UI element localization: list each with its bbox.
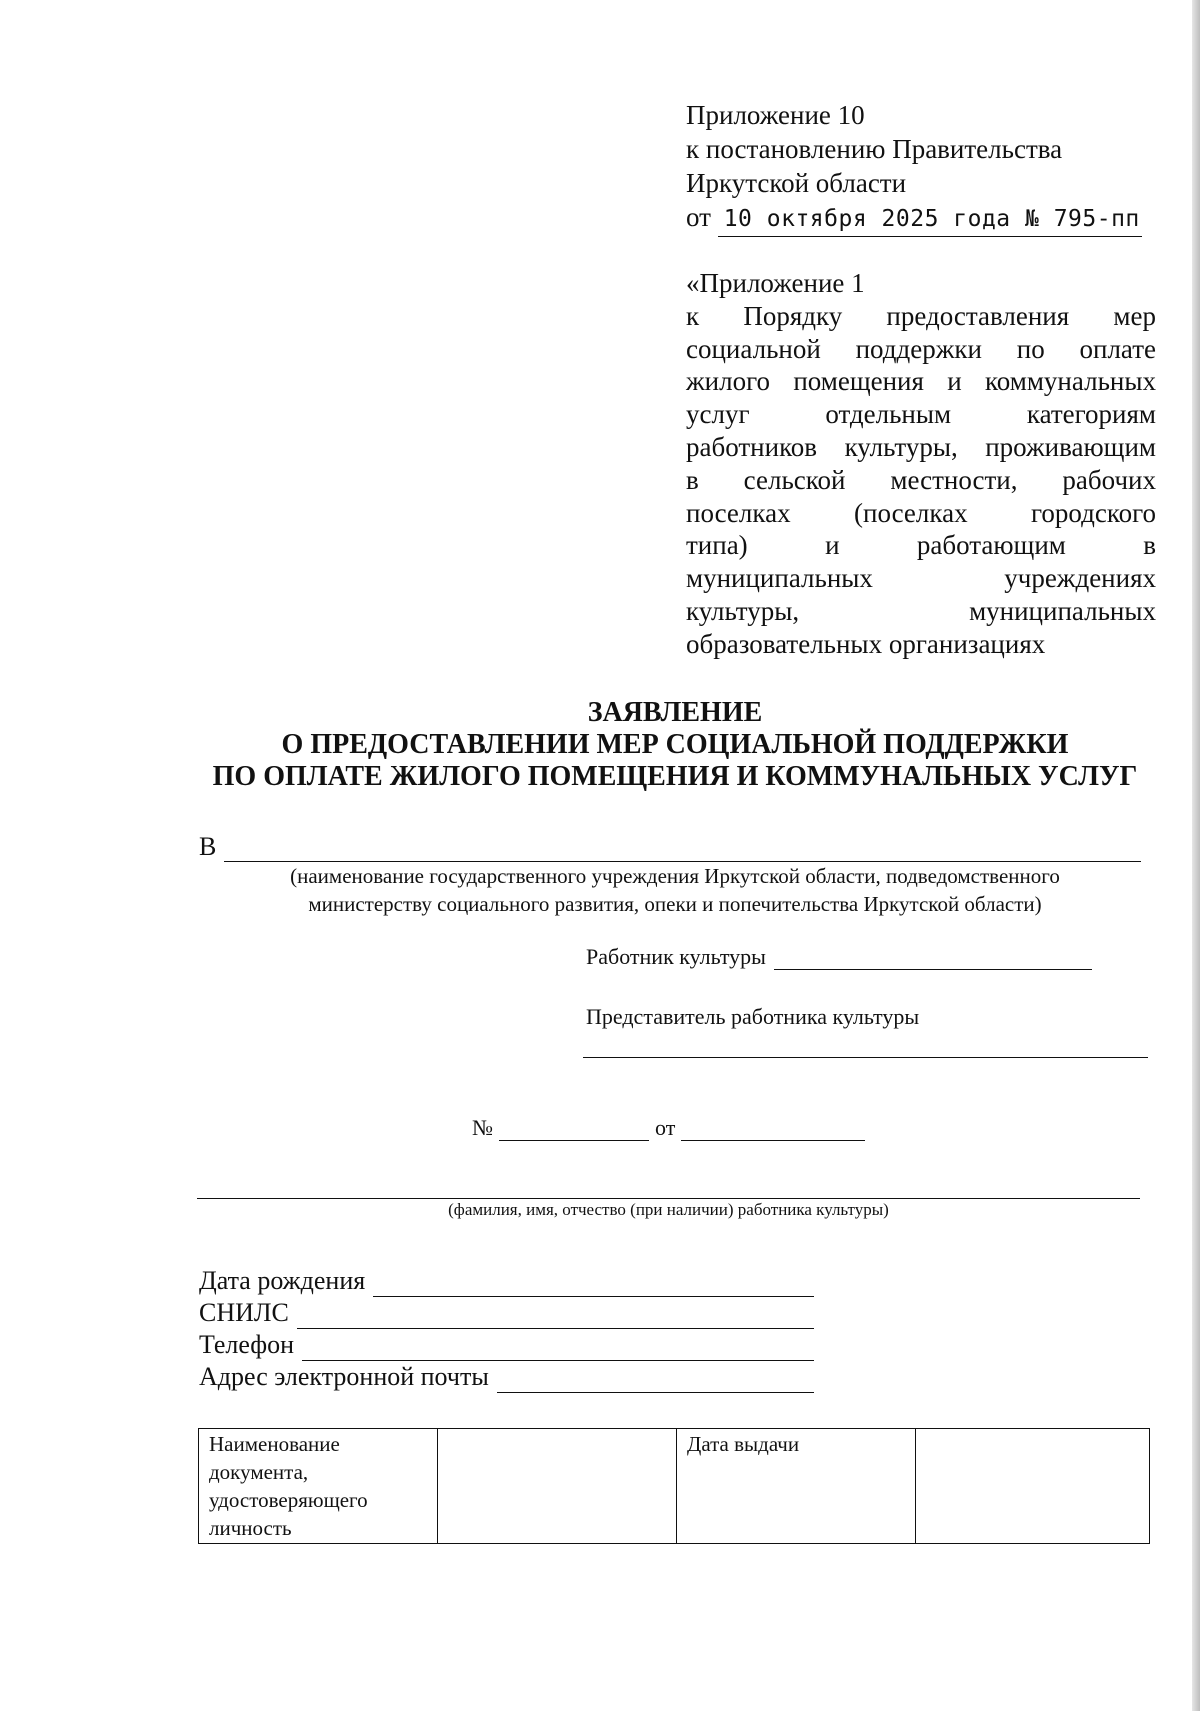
annex-line [686,300,1156,333]
phone-label: Телефон [199,1330,295,1359]
fio-input-line[interactable] [197,1198,1140,1199]
annex-word: (поселках [854,497,968,528]
email-field [199,1361,814,1393]
issue-date-label-cell: Дата выдачи [677,1429,916,1544]
annex-word: в [1143,530,1156,561]
worker-field [586,944,1092,970]
annex-word: помещения [793,366,924,397]
annex-word: Порядку [743,300,843,331]
snils-field [199,1297,814,1329]
annex-line [686,333,1156,366]
annex-word: поселках [686,497,791,528]
worker-label: Работник культуры [586,944,766,969]
annex-word: рабочих [1062,464,1156,495]
annex-word: и [825,530,840,561]
annex-last-line: образовательных организациях [686,628,1046,659]
annex-word: проживающим [985,431,1156,462]
annex-word: местности, [890,464,1018,495]
phone-input-line[interactable] [302,1336,814,1361]
recipient-caption [200,862,1150,918]
appendix-resolution: к постановлению Правительства [686,134,1063,164]
annex-word: в [686,464,699,495]
annex-word: по [1016,333,1045,364]
recipient-input-line[interactable] [224,837,1141,862]
decree-prefix: от [686,202,711,232]
annex-line [686,562,1156,595]
page-edge [1192,0,1200,1711]
annex-line [686,365,1156,398]
annex-word: поддержки [855,333,982,364]
registration-number-field [472,1115,865,1141]
annex-word: предоставления [886,300,1070,331]
annex-word: культуры, [686,595,800,626]
annex-line [686,398,1156,431]
annex-word: оплате [1079,333,1156,364]
annex-word: к [686,300,700,331]
annex-word: и [947,366,962,397]
number-label: № [472,1115,493,1140]
table-row [199,1429,1150,1544]
appendix-region: Иркутской области [686,168,907,198]
caption-line: (наименование государственного учреждения Иркутской области, подведомственного [290,864,1060,888]
doc-name-label-cell: Наименование документа, удостоверяющего личность [199,1429,438,1544]
snils-input-line[interactable] [297,1304,814,1329]
annex-word: категориям [1026,399,1156,430]
snils-label: СНИЛС [199,1298,289,1327]
annex-word: сельской [743,464,846,495]
from-label: от [655,1115,676,1140]
issue-date-value-cell[interactable] [916,1429,1150,1544]
title-line: ЗАЯВЛЕНИЕ [587,697,763,728]
annex-word: муниципальных [969,595,1156,626]
representative-label: Представитель работника культуры [586,1004,920,1029]
email-label: Адрес электронной почты [199,1362,489,1391]
annex-word: культуры, [844,431,958,462]
annex-line [686,529,1156,562]
annex-word: услуг [686,399,750,430]
birth-date-input-line[interactable] [373,1272,814,1297]
doc-name-value-cell[interactable] [438,1429,677,1544]
phone-field [199,1329,814,1361]
personal-fields [199,1265,814,1393]
title-line: ПО ОПЛАТЕ ЖИЛОГО ПОМЕЩЕНИЯ И КОММУНАЛЬНЫХ УСЛУГ [212,761,1138,792]
identity-document-table [198,1428,1150,1544]
annex-word: коммунальных [985,366,1156,397]
representative-input-line[interactable] [583,1057,1148,1058]
appendix-number: Приложение 10 [686,100,865,130]
annex-line [686,497,1156,530]
annex-header [686,267,1156,661]
annex-line [686,431,1156,464]
birth-date-label: Дата рождения [199,1266,366,1295]
page-title [200,697,1150,793]
decree-line [686,200,1156,237]
email-input-line[interactable] [497,1368,814,1393]
recipient-prefix: В [199,832,217,861]
decree-date-number: 10 октября 2025 года № 795-пп [718,202,1142,237]
annex-word: типа) [686,530,748,561]
annex-word: учреждениях [1004,563,1156,594]
annex-line [686,595,1156,628]
recipient-field [199,832,1141,862]
annex-word: мер [1113,300,1156,331]
caption-line: министерству социального развития, опеки и попечительства Иркутской области) [308,892,1042,916]
appendix-header [686,98,1156,237]
date-input-line[interactable] [681,1118,865,1141]
annex-word: социальной [686,333,821,364]
title-line: О ПРЕДОСТАВЛЕНИИ МЕР СОЦИАЛЬНОЙ ПОДДЕРЖКИ [281,729,1069,760]
annex-word: жилого [686,366,770,397]
annex-word: работающим [916,530,1066,561]
annex-title: «Приложение 1 [686,268,865,298]
annex-word: городского [1030,497,1156,528]
fio-caption: (фамилия, имя, отчество (при наличии) работника культуры) [448,1200,889,1219]
birth-date-field [199,1265,814,1297]
annex-line [686,464,1156,497]
annex-word: муниципальных [686,563,873,594]
annex-word: работников [686,431,818,462]
number-input-line[interactable] [499,1118,649,1141]
worker-input-line[interactable] [774,947,1092,970]
annex-word: отдельным [825,399,952,430]
